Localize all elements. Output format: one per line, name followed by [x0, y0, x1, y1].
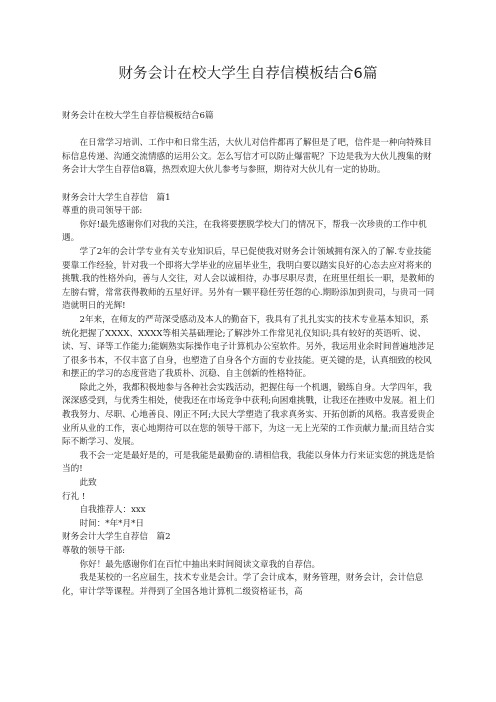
document-body	[62, 110, 437, 599]
letter1-salutation: 尊重的贵司领导干部:	[62, 206, 143, 217]
letter2-paragraph-2: 我是某校的一名应届生，技术专业是会计。学了会计成本，财务管理，财务会计，会计信息化，审计学等课程。并得到了全国各地计算机二级资格证书，高	[62, 573, 424, 597]
letter1-paragraph-4: 除此之外，我都积极地参与各种社会实践活动，把握住每一个机遇，锻练自身。大学四年，我深深感受到，与优秀生相处，使我还在市场竞争中获利;向困难挑戰，让我还在挫败中发展。祖上们教我努力、尽职、心地善良、刚正不阿;大民大学塑造了我求真务实、开拓创新的风格。我喜爱贵企业所从业的工作，衷心地期待可以在您的领导干部下，为这一无上光荣的工作贡献力量;而且结合实际不断学习、发展。	[62, 382, 435, 448]
intro-paragraph: 在日常学习培训、工作中和日常生活，大伙儿对信件都再了解但是了吧，信件是一种向特殊目标信息传递、沟通交流情感的运用公文。怎么写信才可以防止爆雷呢？下边是我为大伙儿搜集的财务会计大学生自荐信8篇，热烈欢迎大伙儿参考与参照，期待对大伙儿有一定的协助。	[62, 138, 432, 176]
letter2-salutation: 尊敬的领导干部:	[62, 546, 126, 556]
letter1-paragraph-1: 你好!最先感谢你们对我的关注，在我将要摆脱学校大门的情况下，帮我一次珍贵的工作中机遇。	[62, 219, 427, 244]
letter1-closing-2: 行礼 !	[62, 491, 86, 502]
letter1-paragraph-3: 2年来，在师友的严苛深受感动及本人的勤奋下，我具有了扎扎实实的技术专业基本知识，系统化把握了XXXX、XXXX等相关基础理论;了解涉外工作常见礼仪知识;具有较好的英语听、说、读、写、译等工作能力;能娴熟实际操作电子计算机办公室软件。另外，我运用业余时间普遍地涉足了很多书本，不仅丰富了自身，也塑造了自身各个方面的专业技能。更关键的是，认真细致的校风和摆正的学习的态度营造了我质朴、沉稳、自主创新的性格特征。	[62, 314, 435, 380]
letter1-closing-1: 此致	[79, 478, 97, 489]
letter2-heading: 财务会计大学生自荐信 篇2	[62, 532, 171, 543]
document-title: 财务会计在校大学生自荐信模板结合6篇	[118, 66, 378, 82]
letter1-date: 时间：*年*月*日	[79, 518, 144, 529]
letter1-paragraph-2: 学了2年的会计学专业有关专业知识后，早已促使我对财务会计领域拥有深入的了解.专业技能要靠工作经验，针对我一个即将大学毕业的应届毕业生，我明白要以踏实良好的心态去应对将来的挑戰.我的性格外向，善与人交往，对人会以诚相待，办事尽职尽责，在班里任组长一职，是教师的左膀右臂，常常获得教师的五星好评。另外有一颗平稳任劳任怨的心.期盼添加到贵司，与贵司一同造就明日的光辉!	[62, 246, 435, 312]
letter2-paragraph-1: 你好！最先感谢你们在百忙中抽出来时间阅读文章我的自荐信。	[79, 559, 321, 570]
spacer	[62, 124, 437, 138]
letter1-paragraph-5: 我不会一定是最好是的，可是我能是最勤奋的.请相信我，我能以身体力行来证实您的挑选是恰当的!	[62, 450, 435, 475]
document-subtitle: 财务会计在校大学生自荐信模板结合6篇	[62, 111, 214, 121]
spacer	[62, 178, 437, 192]
letter1-heading: 财务会计大学生自荐信 篇1	[62, 192, 171, 203]
letter1-signature: 自我推荐人：xxx	[79, 505, 146, 516]
